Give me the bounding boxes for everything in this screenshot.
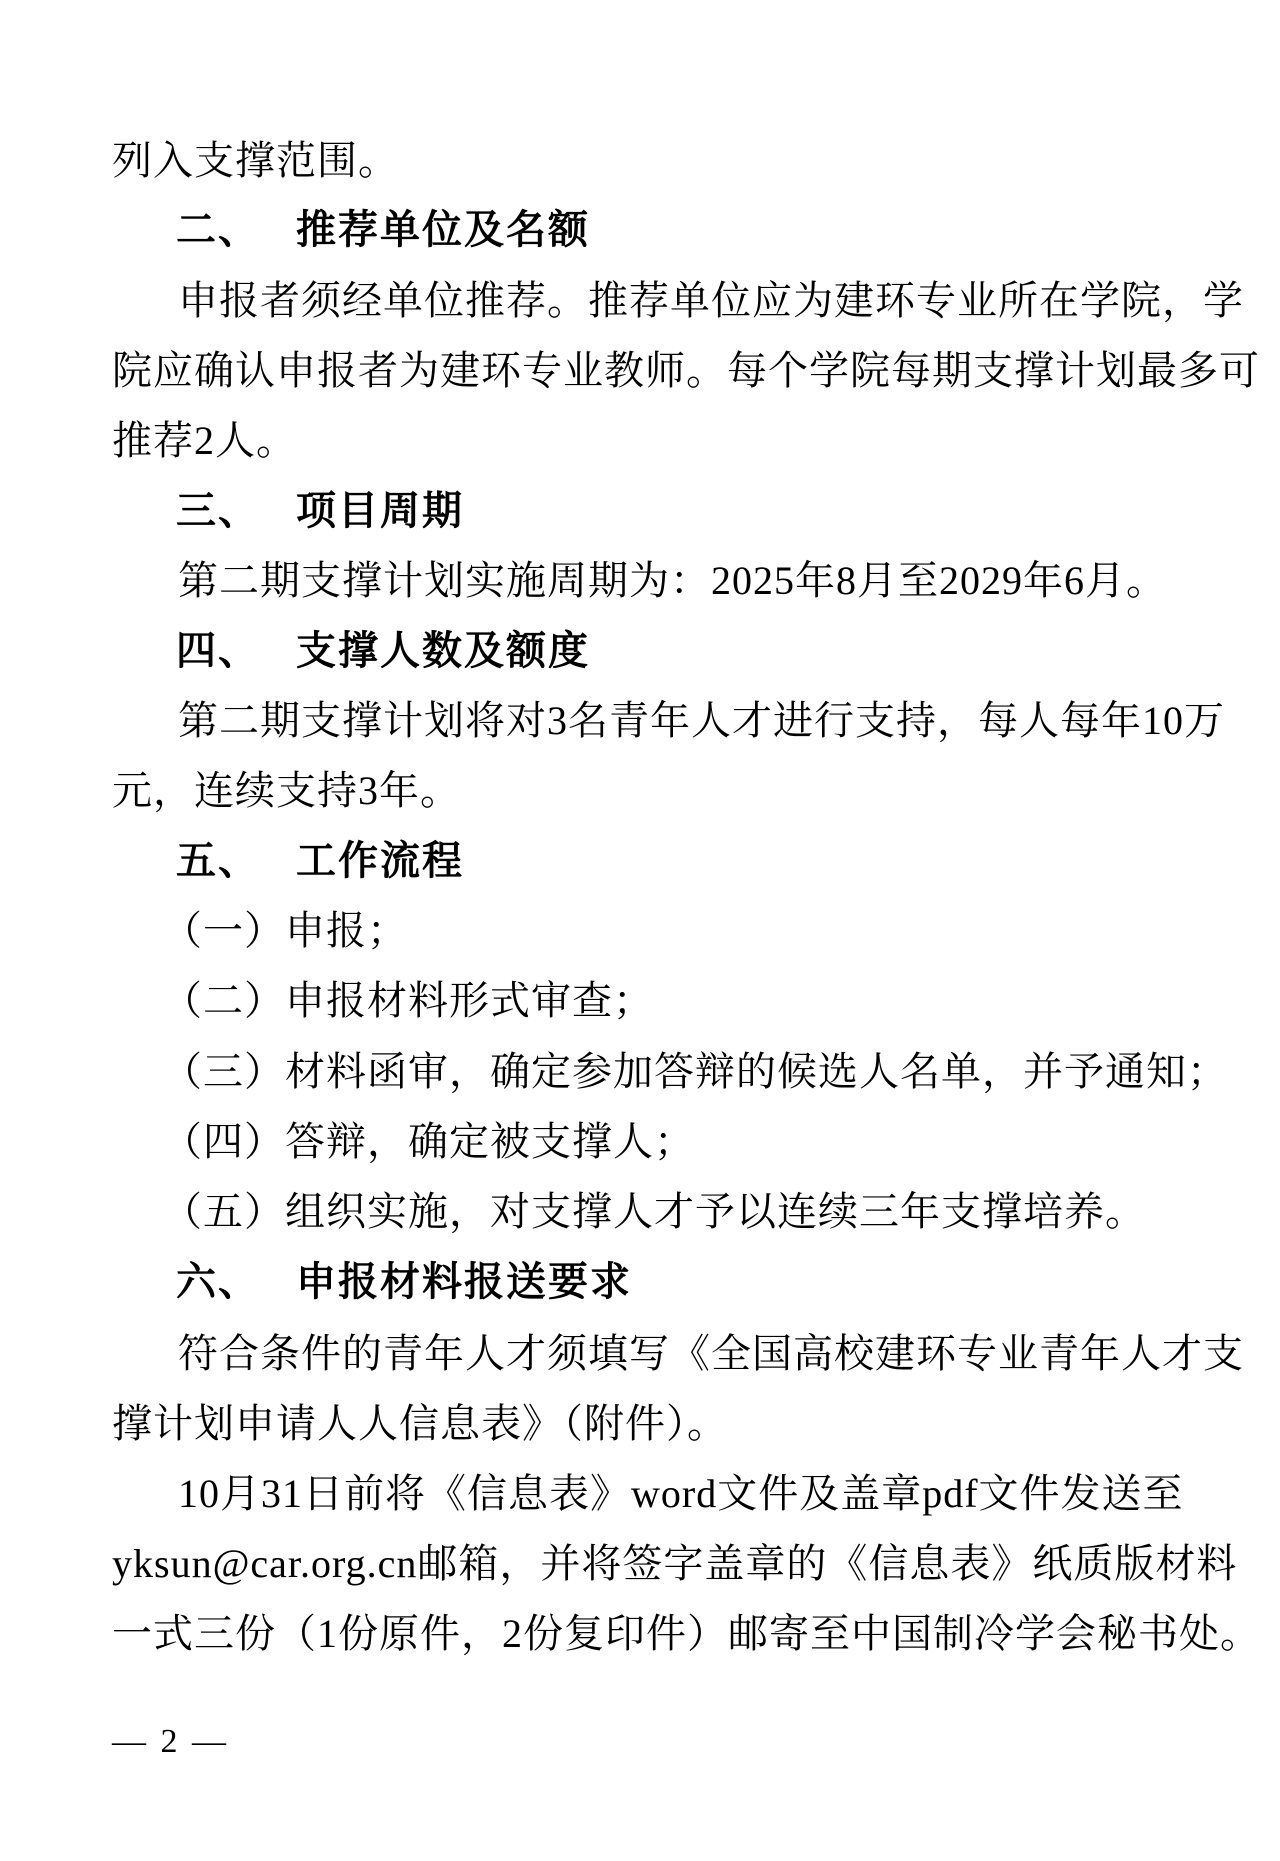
section-number: 六、 (176, 1260, 260, 1304)
body-line: 10月31日前将《信息表》word文件及盖章pdf文件发送至 (178, 1471, 1184, 1516)
section-number: 三、 (176, 489, 260, 533)
section-heading-5 (176, 838, 464, 884)
body-line: 元，连续支持3年。 (112, 768, 461, 813)
section-number: 二、 (176, 208, 260, 252)
body-line: yksun@car.org.cn邮箱，并将签字盖章的《信息表》纸质版材料 (112, 1541, 1238, 1586)
section-heading-2 (176, 207, 590, 253)
body-line: 第二期支撑计划实施周期为：2025年8月至2029年6月。 (178, 558, 1167, 603)
body-line: 院应确认申报者为建环专业教师。每个学院每期支撑计划最多可 (112, 348, 1260, 393)
list-item-line: （二）申报材料形式审查； (162, 978, 654, 1023)
section-title: 工作流程 (296, 839, 464, 883)
section-heading-3 (176, 488, 464, 534)
section-title: 项目周期 (296, 489, 464, 533)
list-item-line: （五）组织实施，对支撑人才予以连续三年支撑培养。 (162, 1189, 1146, 1234)
body-line: 申报者须经单位推荐。推荐单位应为建环专业所在学院，学 (178, 278, 1244, 323)
section-title: 申报材料报送要求 (296, 1260, 632, 1304)
list-item-line: （四）答辩，确定被支撑人； (162, 1119, 695, 1164)
page-number: — 2 — (112, 1723, 229, 1760)
body-line: 推荐2人。 (112, 418, 297, 463)
section-heading-6 (176, 1259, 632, 1305)
list-item-line: （一）申报； (162, 908, 408, 953)
list-item-line: （三）材料函审，确定参加答辩的候选人名单，并予通知； (162, 1049, 1228, 1094)
body-line: 符合条件的青年人才须填写《全国高校建环专业青年人才支 (178, 1331, 1244, 1376)
body-line: 列入支撑范围。 (112, 138, 399, 183)
section-title: 推荐单位及名额 (296, 208, 590, 252)
section-title: 支撑人数及额度 (296, 629, 590, 673)
section-number: 五、 (176, 839, 260, 883)
body-line: 一式三份（1份原件，2份复印件）邮寄至中国制冷学会秘书处。 (112, 1611, 1261, 1656)
body-line: 第二期支撑计划将对3名青年人才进行支持，每人每年10万 (178, 698, 1225, 743)
body-line: 撑计划申请人人信息表》（附件）。 (112, 1401, 728, 1446)
section-heading-4 (176, 628, 590, 674)
section-number: 四、 (176, 629, 260, 673)
